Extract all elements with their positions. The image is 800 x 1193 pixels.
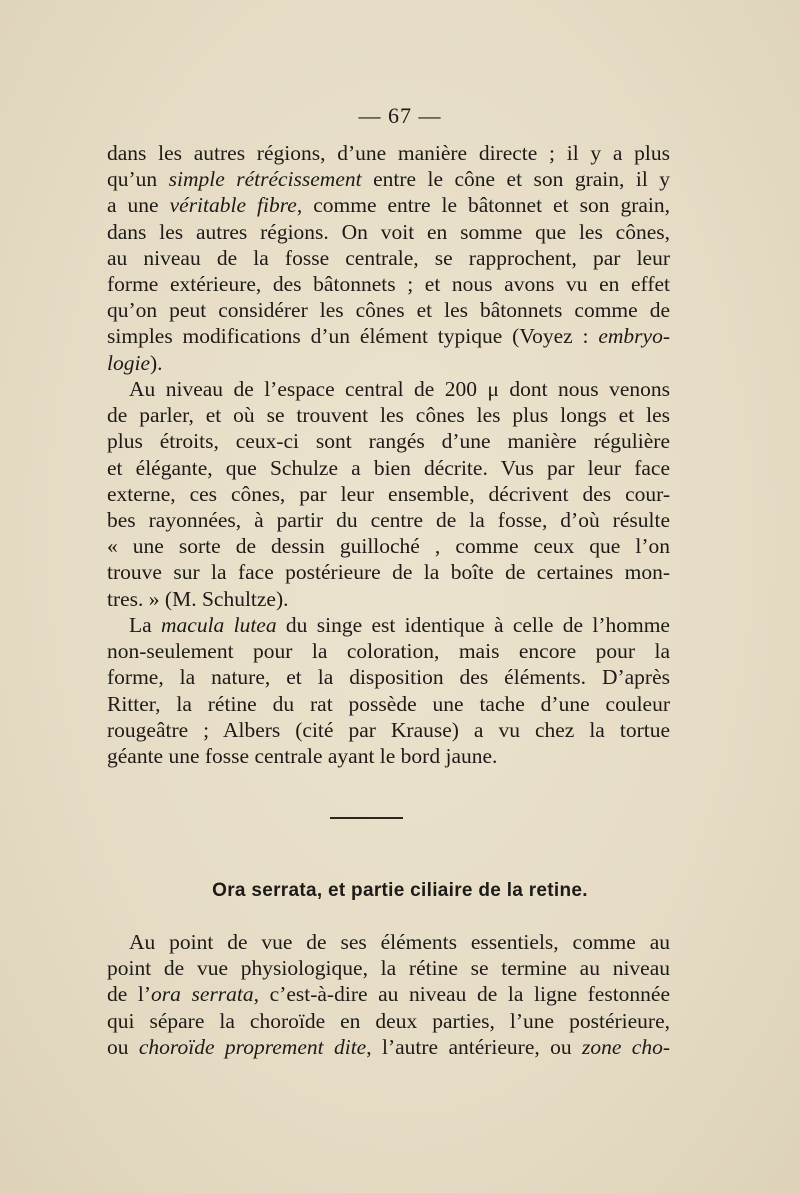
italic-phrase: véritable fibre xyxy=(169,193,297,218)
paragraph-1 xyxy=(107,140,670,376)
text-line: logie). xyxy=(107,350,163,375)
text-line: Au point de vue de ses éléments essentiels, comme au xyxy=(129,930,670,954)
paragraph-4 xyxy=(107,929,670,1060)
text-line: rougeâtre ; Albers (cité par Krause) a vu chez la tortue xyxy=(107,717,670,742)
text-line: forme, la nature, et la disposition des éléments. D’après xyxy=(107,665,670,690)
italic-phrase: choroïde proprement dite xyxy=(138,1034,367,1059)
section-heading: Ora serrata, et partie ciliaire de la retine. xyxy=(212,880,588,901)
text-line: de parler, et où se trouvent les cônes les plus longs et les xyxy=(107,403,670,428)
text-line: Au niveau de l’espace central de 200 μ dont nous venons xyxy=(129,377,670,401)
text-line: non-seulement pour la coloration, mais encore pour la xyxy=(107,639,670,664)
text-line: forme extérieure, des bâtonnets ; et nous avons vu en effet xyxy=(107,271,670,296)
italic-phrase: logie xyxy=(107,350,150,375)
text-line: a une véritable fibre, comme entre le bâtonnet et son grain, xyxy=(107,193,670,218)
text-line: qu’un simple rétrécissement entre le cône et son grain, il y xyxy=(107,167,670,192)
text-line: qu’on peut considérer les cônes et les bâtonnets comme de xyxy=(107,298,670,323)
text-line: point de vue physiologique, la rétine se termine au niveau xyxy=(107,956,670,981)
paragraph-3 xyxy=(107,612,670,769)
page-number: — 67 — xyxy=(358,103,442,128)
section-divider xyxy=(330,817,403,819)
italic-phrase: zone cho- xyxy=(582,1034,670,1059)
text-line: « une sorte de dessin guilloché , comme ceux que l’on xyxy=(107,534,670,559)
text-line: plus étroits, ceux-ci sont rangés d’une manière régulière xyxy=(107,429,670,454)
text-line: géante une fosse centrale ayant le bord jaune. xyxy=(107,743,498,768)
italic-phrase: simple rétrécissement xyxy=(168,167,362,192)
text-line: tres. » (M. Schultze). xyxy=(107,586,289,611)
text-line: au niveau de la fosse centrale, se rapprochent, par leur xyxy=(107,245,670,270)
italic-phrase: embryo- xyxy=(598,324,670,349)
text-line: trouve sur la face postérieure de la boîte de certaines mon- xyxy=(107,560,670,585)
italic-phrase: ora serrata xyxy=(151,982,254,1007)
text-line: dans les autres régions, d’une manière directe ; il y a plus xyxy=(107,141,670,165)
text-line: qui sépare la choroïde en deux parties, l’une postérieure, xyxy=(107,1008,670,1033)
text-line: bes rayonnées, à partir du centre de la fosse, d’où résulte xyxy=(107,507,670,532)
text-line: simples modifications d’un élément typique (Voyez : embryo- xyxy=(107,324,670,349)
text-line: ou choroïde proprement dite, l’autre antérieure, ou zone cho- xyxy=(107,1034,670,1059)
text-line: Ritter, la rétine du rat possède une tache d’une couleur xyxy=(107,691,670,716)
italic-phrase: macula lutea xyxy=(161,613,277,637)
text-line: La macula lutea du singe est identique à celle de l’homme xyxy=(129,613,670,637)
text-line: dans les autres régions. On voit en somme que les cônes, xyxy=(107,219,670,244)
text-line: externe, ces cônes, par leur ensemble, décrivent des cour- xyxy=(107,481,670,506)
paragraph-2 xyxy=(107,376,670,612)
text-line: et élégante, que Schulze a bien décrite. Vus par leur face xyxy=(107,455,670,480)
text-line: de l’ora serrata, c’est-à-dire au niveau de la ligne festonnée xyxy=(107,982,670,1007)
